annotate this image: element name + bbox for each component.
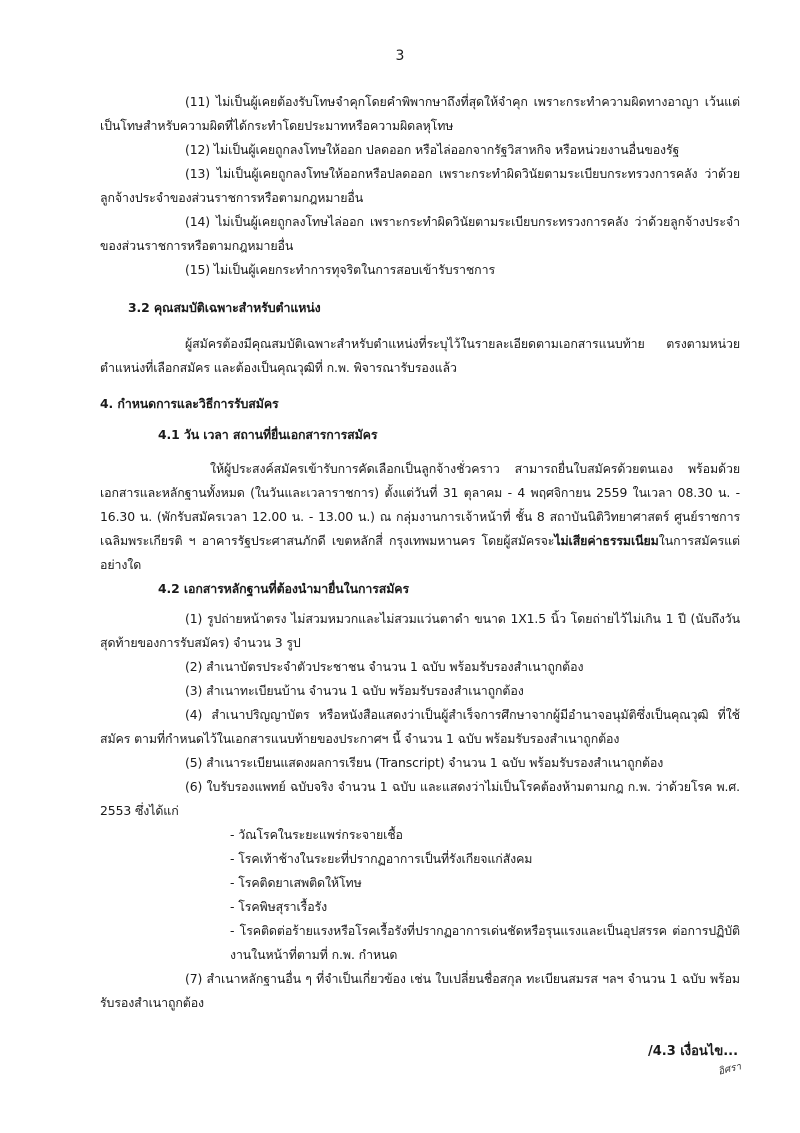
disease-item: - โรคติดต่อร้ายแรงหรือโรคเรื้อรังที่ปรากฏอาการเด่นชัดหรือรุนแรงและเป็นอุปสรรค ต่อการปฏิบัติงานในหน้าที่ตามที่ ก.พ. กำหนด [230,923,740,962]
section-4-1-heading: 4.1 วัน เวลา สถานที่ยื่นเอกสารการสมัคร [158,427,378,442]
section-4-heading: 4. กำหนดการและวิธีการรับสมัคร [100,396,279,411]
document-item-2: (2) สำเนาบัตรประจำตัวประชาชน จำนวน 1 ฉบับ พร้อมรับรองสำเนาถูกต้อง [185,659,584,674]
section-4 [100,392,740,416]
section-4-1-body-end: ในการสมัครแต่อย่างใด [100,533,740,572]
section-3-2 [100,296,740,380]
section-4-1 [100,423,740,577]
disease-item: - วัณโรคในระยะแพร่กระจายเชื้อ [230,827,403,842]
qualification-item-12: (12) ไม่เป็นผู้เคยถูกลงโทษให้ออก ปลดออก หรือไล่ออกจากรัฐวิสาหกิจ หรือหน่วยงานอื่นของรัฐ [185,142,680,157]
document-item-5: (5) สำเนาระเบียนแสดงผลการเรียน (Transcript) จำนวน 1 ฉบับ พร้อมรับรองสำเนาถูกต้อง [185,755,664,770]
document-item-3: (3) สำเนาทะเบียนบ้าน จำนวน 1 ฉบับ พร้อมรับรองสำเนาถูกต้อง [185,683,524,698]
section-4-1-body-text: ให้ผู้ประสงค์สมัครเข้ารับการคัดเลือกเป็นลูกจ้างชั่วคราว สามารถยื่นใบสมัครด้วยตนเอง พร้อมด้วยเอกสารและหลักฐานทั้งหมด (ในวันและเวลาราชการ) ตั้งแต่วันที่ 31 ตุลาคม - 4 พฤศจิกายน 2559 ในเวลา 08.30 น. - 16.30 น. (พักรับสมัครเวลา 12.00 น. - 13.00 น.) ณ กลุ่มงานการเจ้าหน้าที่ ชั้น 8 สถาบันนิติวิทยาศาสตร์ ศูนย์ราชการเฉลิมพระเกียรติ ฯ อาคารรัฐประศาสนภักดี เขตหลักสี่ กรุงเทพมหานคร โดยผู้สมัครจะ [100,461,740,548]
no-fee-emphasis: ไม่เสียค่าธรรมเนียม [554,533,659,548]
handwritten-initials: อิศรา [717,1061,743,1078]
section-4-2-heading: 4.2 เอกสารหลักฐานที่ต้องนำมายื่นในการสมัคร [158,581,410,596]
disease-item: - โรคเท้าช้างในระยะที่ปรากฏอาการเป็นที่รังเกียจแก่สังคม [230,851,533,866]
section-4-2 [100,577,740,1015]
qualification-item-14: (14) ไม่เป็นผู้เคยถูกลงโทษไล่ออก เพราะกระทำผิดวินัยตามระเบียบกระทรวงการคลัง ว่าด้วยลูกจ้างประจำของส่วนราชการหรือตามกฎหมายอื่น [100,214,740,253]
page-number: 3 [395,48,405,64]
section-3-2-heading: 3.2 คุณสมบัติเฉพาะสำหรับตำแหน่ง [128,300,321,315]
continued-reference: /4.3 เงื่อนไข... [648,1044,739,1059]
document-item-1: (1) รูปถ่ายหน้าตรง ไม่สวมหมวกและไม่สวมแว่นตาดำ ขนาด 1X1.5 นิ้ว โดยถ่ายไว้ไม่เกิน 1 ปี (นับถึงวันสุดท้ายของการรับสมัคร) จำนวน 3 รูป [100,611,740,650]
qualification-list [100,90,740,282]
section-4-1-body [100,457,740,577]
qualification-item-11: (11) ไม่เป็นผู้เคยต้องรับโทษจำคุกโดยคำพิพากษาถึงที่สุดให้จำคุก เพราะกระทำความผิดทางอาญา เว้นแต่เป็นโทษสำหรับความผิดที่ได้กระทำโดยประมาทหรือความผิดลหุโทษ [100,94,740,133]
document-item-7: (7) สำเนาหลักฐานอื่น ๆ ที่จำเป็นเกี่ยวข้อง เช่น ใบเปลี่ยนชื่อสกุล ทะเบียนสมรส ฯลฯ จำนวน 1 ฉบับ พร้อมรับรองสำเนาถูกต้อง [100,971,740,1010]
qualification-item-13: (13) ไม่เป็นผู้เคยถูกลงโทษให้ออกหรือปลดออก เพราะกระทำผิดวินัยตามระเบียบกระทรวงการคลัง ว่าด้วยลูกจ้างประจำของส่วนราชการหรือตามกฎหมายอื่น [100,166,740,205]
document-item-4: (4) สำเนาปริญญาบัตร หรือหนังสือแสดงว่าเป็นผู้สำเร็จการศึกษาจากผู้มีอำนาจอนุมัติซึ่งเป็นคุณวุฒิ ที่ใช้สมัคร ตามที่กำหนดไว้ในเอกสารแนบท้ายของประกาศฯ นี้ จำนวน 1 ฉบับ พร้อมรับรองสำเนาถูกต้อง [100,707,740,746]
document-item-6: (6) ใบรับรองแพทย์ ฉบับจริง จำนวน 1 ฉบับ และแสดงว่าไม่เป็นโรคต้องห้ามตามกฎ ก.พ. ว่าด้วยโรค พ.ศ. 2553 ซึ่งได้แก่ [100,779,740,818]
disease-item: - โรคติดยาเสพติดให้โทษ [230,875,362,890]
qualification-item-15: (15) ไม่เป็นผู้เคยกระทำการทุจริตในการสอบเข้ารับราชการ [185,262,495,277]
disease-item: - โรคพิษสุราเรื้อรัง [230,899,328,914]
section-3-2-body: ผู้สมัครต้องมีคุณสมบัติเฉพาะสำหรับตำแหน่งที่ระบุไว้ในรายละเอียดตามเอกสารแนบท้าย ตรงตามหน่วยตำแหน่งที่เลือกสมัคร และต้องเป็นคุณวุฒิที่ ก.พ. พิจารณารับรองแล้ว [100,336,740,375]
